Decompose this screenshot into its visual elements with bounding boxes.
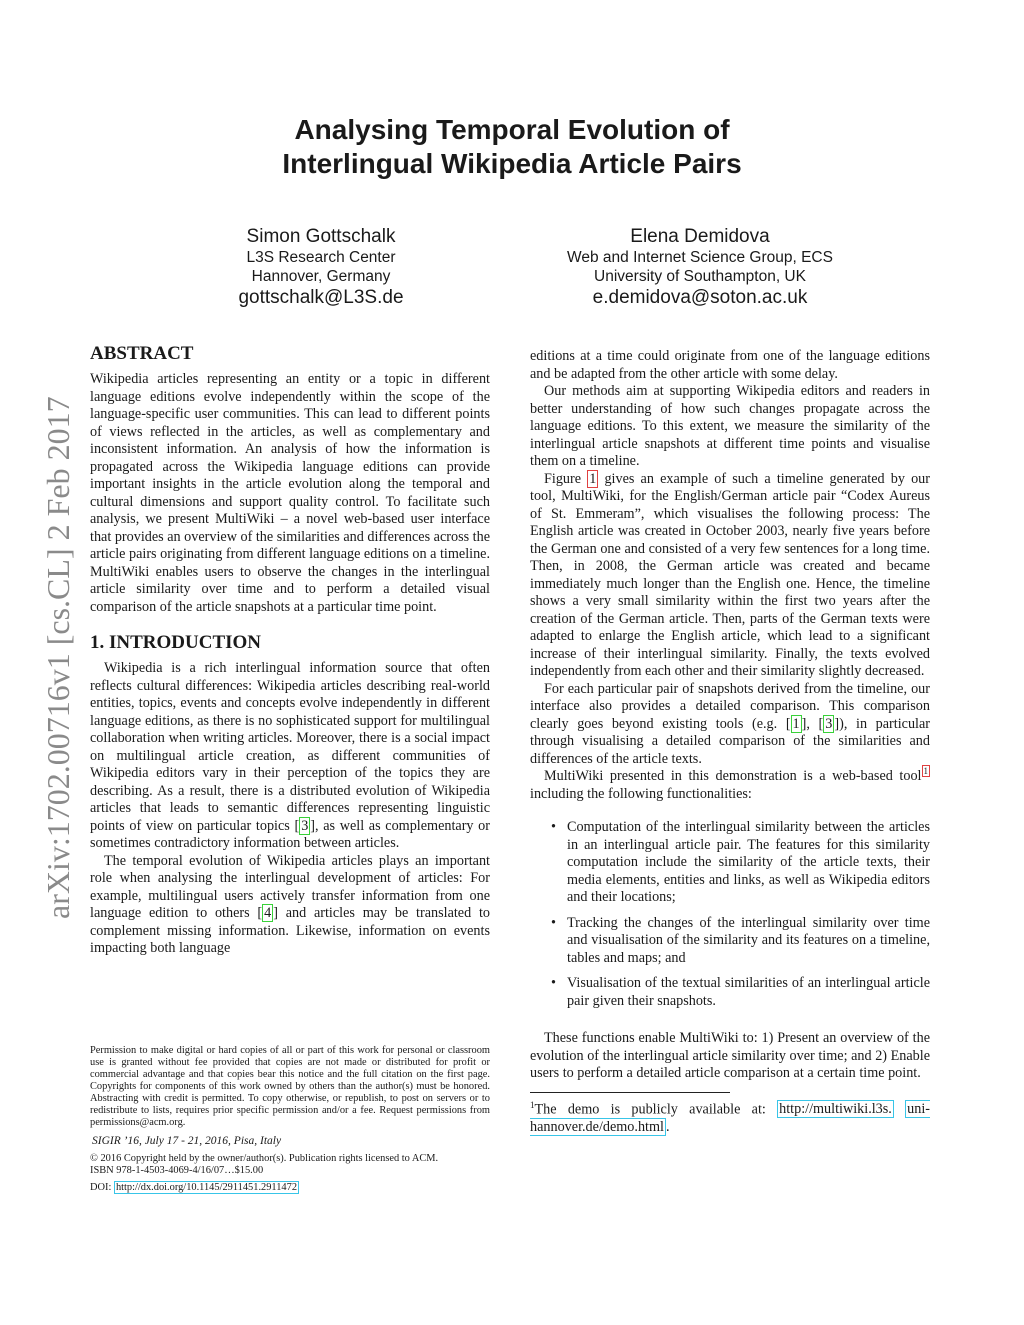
author-block-2 xyxy=(540,226,860,309)
footnote: $^1$The demo is publicly available at: http://multiwiki.l3s. uni-hannover.de/demo.html . xyxy=(530,1099,931,1135)
conference-info: SIGIR ’16, July 17 - 21, 2016, Pisa, Italy xyxy=(92,1135,282,1147)
intro-closing-paragraph: These functions enable MultiWiki to: 1) Present an overview of the evolution of the interlingual article similarity over time; and 2) Enable users to perform a detailed article comparison at a certain time point. xyxy=(530,1030,930,1081)
author-name: Simon Gottschalk xyxy=(246,226,396,247)
paper-title xyxy=(0,113,1024,181)
citation-link[interactable]: 3 xyxy=(825,715,833,732)
intro-paragraph-5: Figure 1 gives an example of such a timeline generated by our tool, MultiWiki, for the English/German article pair “Codex Aureus of St. Emmeram”, which visualises the following process: The English article was created in October 2003, nearly five years before the German one and consisted of a very few sentences for a long time. Then, in 2008, the German article was created and became immediately much longer than the English one. Hence, the timeline shows a very small similarity within the first two years after the creation of the German article. Then, parts of the German texts were adapted to enlarge the English article, which lead to a significant increase of their interlingual similarity. Finally, the texts evolved independently from each other and their similarity slightly decreased. xyxy=(530,470,931,679)
bullet-icon: • xyxy=(551,819,556,835)
author-block-1 xyxy=(210,226,432,309)
arxiv-identifier: arXiv:1702.00716v1 [cs.CL] 2 Feb 2017 xyxy=(40,396,76,919)
isbn-line: ISBN 978-1-4503-4069-4/16/07…$15.00 xyxy=(90,1165,264,1176)
author-affiliation: L3S Research Center xyxy=(246,249,396,266)
bullet-icon: • xyxy=(551,914,556,931)
bullet-icon: • xyxy=(551,975,556,991)
intro-paragraph-2: The temporal evolution of Wikipedia articles plays an important role when analysing the interlingual development of articles: For example, multilingual users actively transfer information from one language edition to others [ 4 ] and articles may be translated to complement missing information. Likewise, information on events impacting both language xyxy=(90,852,490,956)
list-item: • Visualisation of the textual similarities of an interlingual article pair given their snapshots. xyxy=(551,975,930,1009)
footnote-divider xyxy=(530,1092,730,1093)
intro-paragraph-4: Our methods aim at supporting Wikipedia editors and readers in better understanding of how such changes propagate across the language editions. To this extent, we measure the similarity of the interlingual article snapshots at different time points and visualise them on a timeline. xyxy=(530,383,930,469)
permission-notice xyxy=(90,1045,490,1194)
author-name: Elena Demidova xyxy=(630,226,770,247)
intro-paragraph-7: MultiWiki presented in this demonstration is a web-based tool $^1$ including the following functionalities: xyxy=(530,766,928,802)
abstract-text: Wikipedia articles representing an entity or a topic in different language editions evolve independently within the scope of the language-specific user communities. This can lead to different points of views reflected in the articles, as well as complementary and inconsistent information. An analysis of how the information is propagated across the Wikipedia language editions can provide important insights in the article evolution along the temporal and cultural dimensions and support quality control. To facilitate such analysis, we present MultiWiki – a novel web-based user interface that provides an overview of the similarities and differences across the article pairs originating from different language editions on a timeline. MultiWiki enables users to observe the changes in the interlingual article similarity over time and to perform a detailed visual comparison of the article snapshots at a particular time point. xyxy=(90,371,491,615)
list-item: • Computation of the interlingual similarity between the articles in an interlingual article pair. The features for this similarity computation include the similarity of the article texts, their media elements, entities and links, as well as Wikipedia editors and their locations; xyxy=(551,819,930,905)
author-affiliation: Web and Internet Science Group, ECS xyxy=(567,249,833,266)
intro-paragraph-1: Wikipedia is a rich interlingual information source that often reflects cultural differences: Wikipedia articles describing real-world entities, topics, events and concepts evolve independently in different language editions, as there is no sophisticated support for multilingual collaboration when writing articles. Moreover, there is a social impact on multilingual article creation, as different communities of Wikipedia editors vary in their perception of the topics they are describing. As a result, there is a distributed evolution of Wikipedia articles that leads to semantic differences representing linguistic points of view on particular topics [ 3 ], as well as complementary or sometimes contradictory information between articles. xyxy=(90,660,490,851)
author-email: e.demidova@soton.ac.uk xyxy=(592,287,808,308)
author-location: Hannover, Germany xyxy=(251,268,391,285)
doi-line: DOI: http://dx.doi.org/10.1145/2911451.2911472 xyxy=(90,1182,298,1193)
copyright-line: © 2016 Copyright held by the owner/author(s). Publication rights licensed to ACM. xyxy=(90,1153,439,1164)
left-column xyxy=(90,343,490,958)
intro-paragraph-6: For each particular pair of snapshots derived from the timeline, our interface also provides a detailed comparison. This comparison clearly goes beyond existing tools (e.g. [ 1 ], [ 3 ]), in particular through visualising a detailed comparison of the similarities and differences of the article texts. xyxy=(530,680,931,767)
introduction-heading: 1. INTRODUCTION xyxy=(90,632,262,653)
demo-url-link-continued[interactable]: uni-hannover.de/demo.html xyxy=(530,1101,931,1135)
right-column xyxy=(530,348,930,1136)
title-line-1: Analysing Temporal Evolution of xyxy=(294,114,730,145)
title-line-2: Interlingual Wikipedia Article Pairs xyxy=(282,148,742,179)
arxiv-sidebar-stamp xyxy=(12,365,76,935)
footnote-link[interactable]: 1 xyxy=(923,766,928,777)
footnote-mark: 1 xyxy=(530,1099,535,1110)
list-item: • Tracking the changes of the interlingual similarity over time and visualisation of the similarity and its features on a timeline, tables and maps; and xyxy=(551,914,930,966)
author-location: University of Southampton, UK xyxy=(594,268,806,285)
permission-text: Permission to make digital or hard copies of all or part of this work for personal or classroom use is granted without fee provided that copies are not made or distributed for profit or commercial advantage and that copies bear this notice and the full citation on the first page. Copyrights for components of this work owned by others than the author(s) must be honored. Abstracting with credit is permitted. To copy otherwise, or republish, to post on servers or to redistribute to lists, requires prior specific permission and/or a fee. Request permissions from permissions@acm.org. xyxy=(90,1045,490,1128)
abstract-heading: ABSTRACT xyxy=(90,343,194,364)
citation-link[interactable]: 3 xyxy=(301,817,309,834)
intro-paragraph-3: editions at a time could originate from one of the language editions and be adapted from the other article with some delay. xyxy=(530,348,930,382)
demo-url-link[interactable]: http://multiwiki.l3s. xyxy=(779,1101,892,1118)
figure-reference-link[interactable]: 1 xyxy=(589,470,597,487)
citation-link[interactable]: 1 xyxy=(792,715,800,732)
author-email: gottschalk@L3S.de xyxy=(238,287,404,308)
functionality-list xyxy=(530,819,930,1010)
doi-link[interactable]: http://dx.doi.org/10.1145/2911451.2911472 xyxy=(115,1182,298,1193)
citation-link[interactable]: 4 xyxy=(264,905,272,921)
